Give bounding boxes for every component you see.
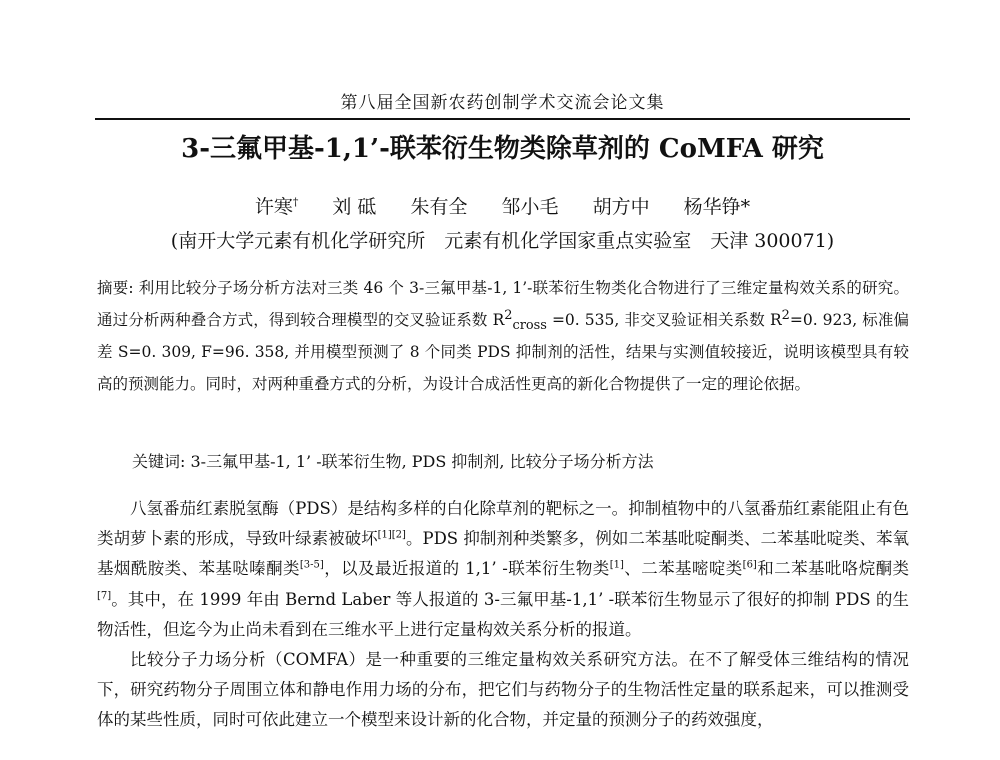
body-text-run: 和二苯基吡咯烷酮类 xyxy=(756,559,910,579)
paper-title: 3-三氟甲基-1,1’-联苯衍生物类除草剂的 CoMFA 研究 xyxy=(181,134,824,164)
author-name: 朱有全 xyxy=(410,196,468,218)
body-text-run: 、二苯基嘧啶类 xyxy=(623,559,743,579)
author xyxy=(332,194,376,220)
abstract-sup: 2 xyxy=(504,307,513,323)
proceedings-header: 第八届全国新农药创制学术交流会论文集 xyxy=(340,93,665,113)
abstract-text: =0. 923, 标准偏差 S=0. 309, F=96. 358, 并用模型预测了 8 个同类 PDS 抑制剂的活性，结果与实测值较接近，说明该模型具有较高的预测能力。同时，对两种重叠方式的分析，为设计合成活性更高的新化合物提供了一定的理论依据。 xyxy=(97,311,909,393)
author xyxy=(684,194,751,220)
author xyxy=(410,194,467,220)
abstract xyxy=(97,272,909,400)
header-rule xyxy=(95,118,910,120)
citation-ref: [7] xyxy=(97,590,112,602)
citation-ref: [1][2] xyxy=(377,529,406,541)
body-text-run: ，以及最近报道的 1,1’ -联苯衍生物类 xyxy=(323,559,610,579)
author xyxy=(255,194,299,220)
affiliation: (南开大学元素有机化学研究所 元素有机化学国家重点实验室 天津 300071) xyxy=(170,230,835,252)
author-name: 杨华铮 xyxy=(683,196,741,218)
keywords-text: 3-三氟甲基-1, 1’ -联苯衍生物, PDS 抑制剂, 比较分子场分析方法 xyxy=(185,452,654,471)
abstract-label: 摘要: xyxy=(97,279,134,297)
body-paragraph: 比较分子力场分析（COMFA）是一种重要的三维定量构效关系研究方法。在不了解受体三维结构的情况下，研究药物分子周围立体和静电作用力场的分布，把它们与药物分子的生物活性定量的联系起来，可以推测受体的某些性质，同时可依此建立一个模型来设计新的化合物，并定量的预测分子的药效强度， xyxy=(97,650,909,730)
citation-ref: [3-5] xyxy=(299,559,324,571)
author-mark: † xyxy=(292,195,299,209)
author-name: 许寒 xyxy=(254,196,293,218)
author-mark: * xyxy=(740,196,751,218)
keywords xyxy=(132,448,909,476)
body-text-run: 。PDS 抑制剂种类繁多，例如二苯基吡啶酮类、二苯基吡啶类、苯氧基烟酰胺类、苯基哒嗪酮类 xyxy=(97,529,910,579)
body-text xyxy=(97,494,909,736)
abstract-text: =0. 535, 非交叉验证相关系数 R xyxy=(546,311,782,329)
citation-ref: [6] xyxy=(742,559,757,571)
author-list xyxy=(95,194,910,220)
keywords-label: 关键词: xyxy=(132,452,186,471)
body-paragraph xyxy=(97,494,909,645)
abstract-sub: cross xyxy=(512,318,547,334)
body-text-run: 八氢番茄红素脱氢酶（PDS）是结构多样的白化除草剂的靶标之一。抑制植物中的八氢番茄红素能阻止有色类胡萝卜素的形成，导致叶绿素被破坏 xyxy=(97,499,909,549)
author-name: 胡方中 xyxy=(592,196,650,218)
author xyxy=(593,194,650,220)
abstract-sup: 2 xyxy=(781,307,790,323)
author xyxy=(502,194,559,220)
author-name: 邹小毛 xyxy=(501,196,559,218)
body-text-run: 。其中，在 1999 年由 Bernd Laber 等人报道的 3-三氟甲基-1,1’ -联苯衍生物显示了很好的抑制 PDS 的生物活性，但迄今为止尚未看到在三维水平上进行定量构效关系分析的报道。 xyxy=(97,589,909,639)
abstract-text: 利用比较分子场分析方法对三类 46 个 3-三氟甲基-1, 1’-联苯衍生物类化合物进行了三维定量构效关系的研究。通过分析两种叠合方式，得到较合理模型的交叉验证系数 R xyxy=(97,279,909,329)
citation-ref: [1] xyxy=(609,559,624,571)
author-name: 刘 砥 xyxy=(332,196,377,218)
